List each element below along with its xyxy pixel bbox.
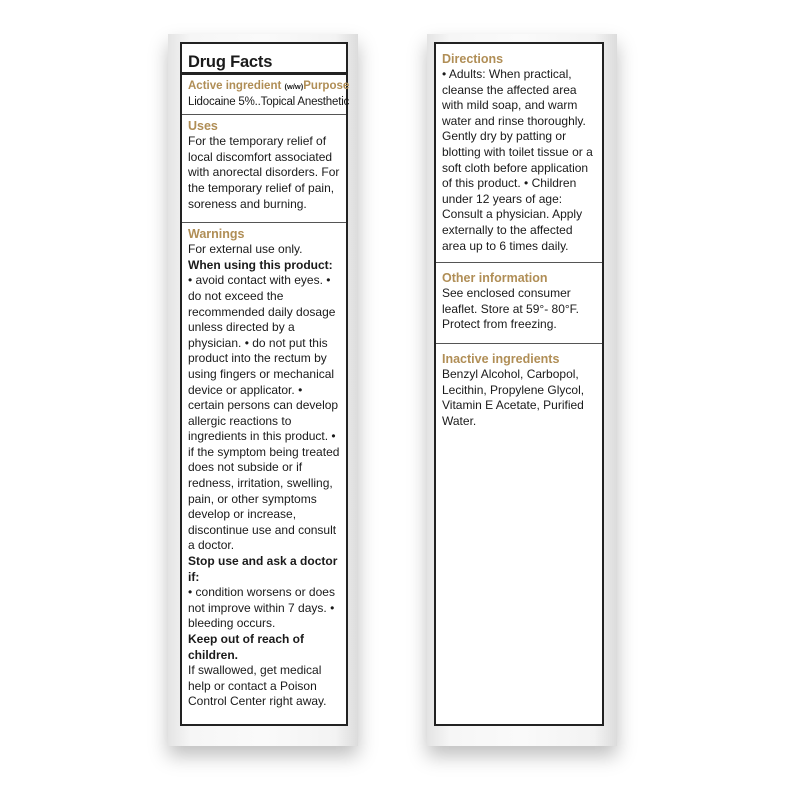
uses-section [182,115,346,223]
directions-section [436,44,602,263]
active-ingredient-header [188,79,350,95]
warnings-heading: Warnings [188,227,245,242]
when-using-heading: When using this product: [188,257,333,272]
drug-facts-title: Drug Facts [188,53,273,71]
drug-facts-left-panel [180,42,348,726]
warnings-section [182,223,346,718]
when-using-text: • avoid contact with eyes. • do not exceed the recommended daily dosage unless directed by a physician. • do not put this product into the rectum by using fingers or mechanical device or applicator. • certain persons can develop allergic reactions to ingredients in this product. • if the symptom being treated does not subside or if redness, irritation, swelling, pain, or other symptoms develop or increase, discontinue use and consult a doctor. [188,273,340,553]
stop-use-text: • condition worsens or does not improve within 7 days. • bleeding occurs. [188,585,335,631]
active-ingredient-value: Lidocaine 5%..Topical Anesthetic [188,95,350,108]
inactive-ingredients-text: Benzyl Alcohol, Carbopol, Lecithin, Propylene Glycol, Vitamin E Acetate, Purified Water. [442,366,585,428]
other-information-text: See enclosed consumer leaflet. Store at 59°- 80°F. Protect from freezing. [442,286,580,332]
active-ingredient-heading: Active ingredient [188,80,282,92]
stop-use-heading: Stop use and ask a doctor if: [188,554,338,584]
keep-out-text: If swallowed, get medical help or contact a Poison Control Center right away. [188,663,327,709]
directions-heading: Directions [442,52,504,66]
other-information-heading: Other information [442,271,548,286]
uses-text: For the temporary relief of local discomfort associated with anorectal disorders. For the temporary relief of pain, soreness and burning. [188,134,340,211]
active-ingredient-unit: (w/w) [284,82,304,91]
uses-heading: Uses [188,119,218,134]
directions-text: • Adults: When practical, cleanse the affected area with mild soap, and warm water and rinse thoroughly. Gently dry by patting or blotting with toilet tissue or a soft cloth before application of this product. • Children under 12 years of age: Consult a physician. Apply externally to the affected area up to 6 times daily. [442,67,593,253]
other-information-section [436,263,602,344]
inactive-ingredients-heading: Inactive ingredients [442,351,560,366]
keep-out-heading: Keep out of reach of children. [188,632,305,662]
external-use-text: For external use only. [188,242,303,257]
purpose-heading: Purpose [303,80,350,92]
drug-facts-right-panel [434,42,604,726]
active-ingredient-section [182,75,350,115]
inactive-ingredients-section [436,344,602,435]
